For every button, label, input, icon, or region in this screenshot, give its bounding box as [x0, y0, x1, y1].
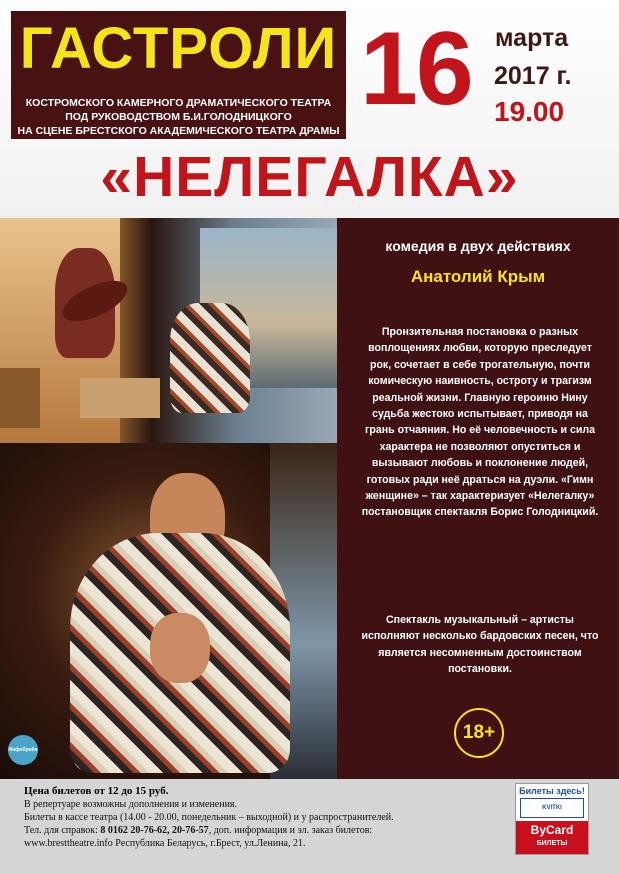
age-rating-badge: 18+: [454, 708, 504, 758]
play-title: «НЕЛЕГАЛКА»: [100, 145, 519, 209]
stage-photo-top: [0, 218, 337, 443]
table: [80, 378, 160, 418]
kvitki-logo: KVITKI: [520, 798, 584, 818]
tickets-here-label: Билеты здесь!: [519, 786, 585, 796]
date-day: 16: [360, 11, 472, 127]
footer-phones: [24, 825, 372, 837]
actor-figure: [170, 303, 250, 413]
stage-photo-bottom: [0, 443, 337, 779]
ticket-price: Цена билетов от 12 до 15 руб.: [24, 785, 169, 797]
play-genre: комедия в двух действиях: [385, 238, 571, 254]
tickets-sticker: [515, 783, 589, 855]
theatre-line-2: ПОД РУКОВОДСТВОМ Б.И.ГОЛОДНИЦКОГО: [65, 111, 292, 123]
footer-box-office: Билеты в кассе театра (14.00 - 20.00, понедельник – выходной) и у распространителей.: [24, 812, 394, 823]
phones-prefix: Тел. для справок:: [24, 825, 101, 836]
date-year: 2017 г.: [494, 62, 572, 90]
footer-website-address: www.bresttheatre.info Республика Беларусь, г.Брест, ул.Ленина, 21.: [24, 838, 306, 849]
phones-suffix: , доп. информация и эл. заказ билетов:: [208, 825, 373, 836]
date-month: марта: [495, 24, 569, 52]
phone-numbers: 8 0162 20-76-62, 20-76-57: [100, 825, 209, 836]
infobrain-logo: Инфобрейн: [8, 735, 38, 765]
show-time: 19.00: [494, 96, 565, 127]
theatre-line-1: КОСТРОМСКОГО КАМЕРНОГО ДРАМАТИЧЕСКОГО ТЕАТРА: [25, 97, 332, 109]
wicker-chair: [0, 368, 40, 428]
play-description: Пронзительная постановка о разных воплощениях любви, которую преследует рок, сочетает в себе трогательную, почти комическую наивность, остроту и трагизм реальной жизни. Главную героиню Нину судьба жестоко испытывает, приводя на грань отчаяния. Но её человечность и сила характера не позволяют опуститься и вызывают любовь и поклонение людей, готовых ради неё драться на дуэли. «Гимн женщине» – так характеризует «Нелегалку» постановщик спектакля Борис Голодницкий.: [361, 326, 599, 519]
actress-face: [150, 613, 210, 683]
bycard-brand: ByCard: [530, 823, 574, 837]
bycard-sub: БИЛЕТЫ: [536, 840, 568, 847]
play-author: Анатолий Крым: [410, 267, 546, 286]
bycard-logo: [516, 821, 588, 854]
theatre-line-3: НА СЦЕНЕ БРЕСТСКОГО АКАДЕМИЧЕСКОГО ТЕАТРА ДРАМЫ: [17, 125, 340, 137]
header-box: [11, 11, 346, 139]
footer-note: В репертуаре возможны дополнения и изменения.: [24, 799, 238, 810]
info-panel: [337, 218, 619, 779]
tour-title: ГАСТРОЛИ: [19, 16, 338, 81]
play-description-music: Спектакль музыкальный – артисты исполняют несколько бардовских песен, что является несомненным достоинством постановки.: [361, 614, 599, 676]
